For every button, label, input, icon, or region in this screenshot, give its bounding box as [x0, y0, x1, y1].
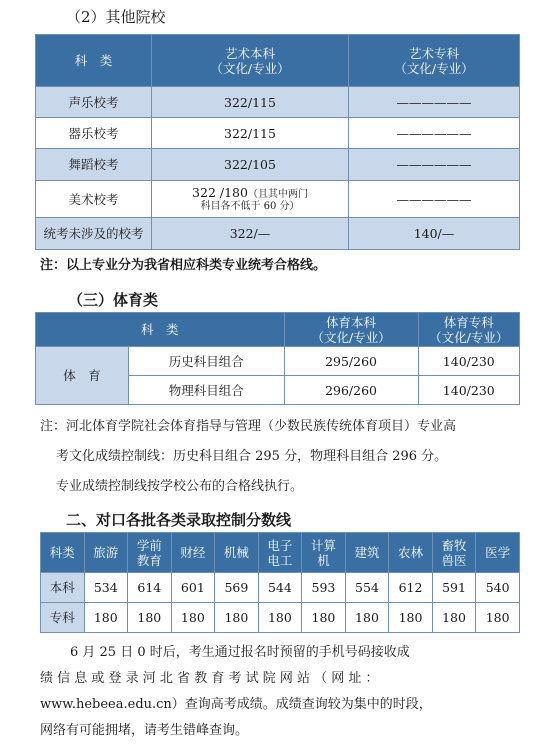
score-cell: 593 [302, 573, 346, 603]
header-category: 科 类 [36, 313, 285, 347]
header-0: 科类 [41, 533, 85, 573]
score-cell: 180 [258, 603, 302, 633]
score-cell: 540 [476, 573, 520, 603]
score-cell: 180 [302, 603, 346, 633]
header-art-associate: 艺术专科 （文化/专业） [349, 35, 520, 87]
vocational-table [40, 532, 520, 633]
header-1: 旅游 [84, 533, 128, 573]
table-row: 体 育 历史科目组合 295/260 140/230 [36, 347, 520, 376]
header-4: 机械 [215, 533, 259, 573]
score-cell: 554 [345, 573, 389, 603]
score-cell: 180 [215, 603, 259, 633]
section-vocational-title: 二、对口各批各类录取控制分数线 [66, 511, 292, 529]
score-cell: 601 [171, 573, 215, 603]
score-cell: 180 [476, 603, 520, 633]
table-row: 器乐校考 322/115 —————— [36, 118, 520, 149]
header-9: 畜牧 兽医 [432, 533, 476, 573]
header-pe-associate: 体育专科 （文化/专业） [418, 313, 519, 347]
header-10: 医学 [476, 533, 520, 573]
header-8: 农林 [389, 533, 433, 573]
score-cell: 180 [84, 603, 128, 633]
row-label: 专科 [41, 603, 85, 633]
score-cell: 612 [389, 573, 433, 603]
score-cell: 180 [171, 603, 215, 633]
pe-group-label: 体 育 [36, 347, 129, 405]
note-other: 注：以上专业分为我省相应科类专业统考合格线。 [40, 258, 327, 273]
note-pe: 注：河北体育学院社会体育指导与管理（少数民族传统体育项目）专业高 考文化成绩控制线：历史科目组合 295 分，物理科目组合 296 分。 专业成绩控制线按学校公布的合格线执行。 [40, 419, 457, 494]
table-row [41, 573, 520, 603]
pe-table [35, 312, 520, 405]
score-cell: 180 [128, 603, 172, 633]
score-cell: 534 [84, 573, 128, 603]
section-other-title: （2）其他院校 [66, 8, 166, 26]
score-cell: 180 [345, 603, 389, 633]
table-row: 物理科目组合 296/260 140/230 [36, 376, 520, 405]
table-row: 美术校考 322 /180（且其中两门 科目各不低于 60 分） —————— [36, 181, 520, 218]
table-row: 统考未涉及的校考 322/— 140/— [36, 218, 520, 250]
table-row: 舞蹈校考 322/105 —————— [36, 149, 520, 181]
header-5: 电子 电工 [258, 533, 302, 573]
query-paragraph: 6 月 25 日 0 时后，考生通过报名时预留的手机号码接收成 绩 信 息 或 登 录 河 北 省 教 育 考 试 院 网 站 （ 网 址 ： www.hebeea.edu.cn）查询高考成绩。成绩查询较为集中的时段， 网络有可能拥堵，请考生错峰查询。 [40, 645, 432, 738]
table-row: 声乐校考 322/115 —————— [36, 87, 520, 118]
header-category: 科 类 [36, 35, 152, 87]
header-7: 建筑 [345, 533, 389, 573]
section-pe-title: （三）体育类 [68, 291, 159, 309]
table-row [41, 603, 520, 633]
header-art-bachelor: 艺术本科 （文化/专业） [152, 35, 349, 87]
header-3: 财经 [171, 533, 215, 573]
score-cell: 180 [389, 603, 433, 633]
header-2: 学前 教育 [128, 533, 172, 573]
header-pe-bachelor: 体育本科 （文化/专业） [284, 313, 418, 347]
header-6: 计算 机 [302, 533, 346, 573]
score-cell: 614 [128, 573, 172, 603]
row-label: 本科 [41, 573, 85, 603]
art-other-table [35, 34, 520, 250]
score-cell: 591 [432, 573, 476, 603]
score-cell: 569 [215, 573, 259, 603]
score-cell: 544 [258, 573, 302, 603]
score-cell: 180 [432, 603, 476, 633]
